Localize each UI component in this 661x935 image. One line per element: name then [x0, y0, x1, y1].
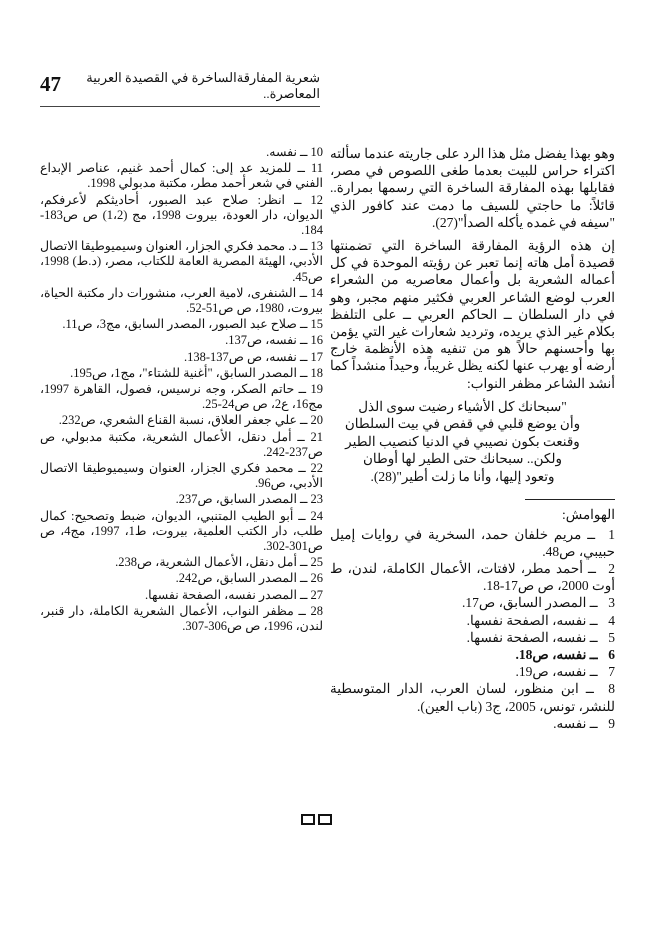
note-item	[40, 382, 323, 412]
footnote-text: ــ المصدر السابق، ص17.	[462, 595, 598, 611]
footnotes-list	[330, 526, 615, 732]
note-text: ــ للمزيد عد إلى: كمال أحمد غنيم، عناصر الإبداع الفني في شعر أحمد مطر، مكتبة مدبولي 1998.	[40, 161, 323, 191]
note-number: 20	[310, 413, 323, 428]
footnote-text: ــ نفسه، الصفحة نفسها.	[466, 629, 598, 645]
running-title: شعرية المفارقةالساخرة في القصيدة العربية المعاصرة..	[86, 70, 320, 101]
footnote-number: 7	[608, 664, 615, 680]
footnote-number: 2	[608, 560, 616, 576]
note-item	[40, 413, 323, 428]
footnote-number: 3	[608, 595, 615, 611]
note-item	[40, 350, 323, 365]
footnote-text: ــ نفسه، ص19.	[515, 664, 598, 680]
footnote-number: 4	[608, 612, 615, 628]
note-text: ــ علي جعفر العلاق، نسبة القناع الشعري، ص232.	[58, 413, 308, 428]
notes-column	[40, 145, 323, 635]
note-number: 28	[310, 603, 324, 618]
note-item	[40, 193, 323, 239]
note-number: 11	[310, 161, 323, 176]
footnote-number: 9	[608, 715, 615, 731]
footnote-text: ــ نفسه.	[553, 715, 598, 731]
note-text: ــ المصدر السابق، ص242.	[175, 571, 308, 586]
note-item	[40, 604, 323, 634]
footnote-item	[330, 560, 615, 594]
note-text: ــ د. محمد فكري الجزار، العنوان وسيميوطيقا الاتصال الأدبي، الهيئة المصرية العامة للكتاب، مصر، (د.ط) 1998، ص45.	[39, 239, 323, 284]
footnote-item	[330, 680, 615, 714]
footnote-item	[330, 646, 615, 663]
note-text: ــ محمد فكري الجزار، العنوان وسيميوطيقا الاتصال الأدبي، ص96.	[40, 461, 323, 491]
note-item	[40, 588, 323, 603]
note-text: ــ مظفر النواب، الأعمال الشعرية الكاملة، دار قنبر، لندن، 1996، ص ص306-307.	[40, 603, 323, 634]
footnote-item	[330, 594, 615, 611]
note-text: ــ نفسه.	[266, 145, 308, 159]
footnote-item	[330, 629, 615, 646]
note-text: ــ نفسه، ص137.	[225, 333, 308, 348]
note-number: 15	[310, 317, 323, 332]
note-text: ــ المصدر نفسه، الصفحة نفسها.	[145, 587, 308, 602]
note-item	[40, 492, 323, 507]
poem-line: ولكن.. سبحانك حتى الطير لها أوطان	[363, 451, 562, 467]
note-text: ــ أمل دنقل، الأعمال الشعرية، ص238.	[115, 555, 308, 570]
footnote-text: ــ نفسه، الصفحة نفسها.	[466, 612, 598, 628]
note-text: ــ أبو الطيب المتنبي، الديوان، ضبط وتصحيح: كمال طلب، دار الكتب العلمية، بيروت، ط1، 1997، مج4، ص ص301-302.	[40, 508, 323, 554]
note-number: 27	[310, 587, 323, 602]
note-number: 13	[310, 239, 323, 254]
note-number: 17	[310, 349, 323, 364]
note-item	[40, 286, 323, 316]
note-item	[40, 161, 323, 191]
note-number: 16	[310, 333, 323, 348]
note-text: ــ الشنفرى، لامية العرب، منشورات دار مكتبة الحياة، بيروت، 1980، ص ص51-52.	[40, 285, 323, 316]
poem-quote	[330, 398, 615, 486]
footnote-text: ــ مريم خلفان حمد، السخرية في روايات إميل حبيبي، ص48.	[330, 526, 615, 559]
note-number: 22	[310, 461, 323, 476]
footnote-number: 1	[608, 526, 616, 542]
body-paragraph: إن هذه الرؤية المفارقة الساخرة التي تضمنتها قصيدة أمل هاته إنما تعبر عن رؤيته الموحدة في كل أعماله الشعرية بل وأعمال معاصريه من الشعراء العرب لوضع الشاعر العربي فكثير منهم مجبر، وهو في دار السلطان ــ الحاكم العربي ــ على التلفظ بكلام غير الذي يريده، وترديد شعارات غير التي يؤمن بها وأحسنهم حالاً هو من تنفيه هذه الأنظمة خارج أرضه أو يهرب عنها لكنه يظل غريباً، وحيداً منشداً كما أنشد الشاعر مظفر النواب:	[330, 238, 615, 391]
footnote-number: 8	[608, 681, 616, 697]
note-text: ــ المصدر السابق، "أغنية للشتاء"، مج1، ص195.	[70, 365, 308, 380]
note-number: 10	[310, 145, 323, 159]
footnotes-divider	[525, 499, 615, 500]
footnote-number: 5	[608, 629, 615, 645]
body-paragraph: وهو بهذا يفضل مثل هذا الرد على جاريته عندما سألته اكتراء حراس للبيت بعدما طغى اللصوص في مصر، فقابلها بهذه المفارقة الساخرة التي رسمها بمرارة.. قائلاً: ما حاجتي للسيف ما دمت عند كافور الذي "سيفه في غمده يأكله الصدأ"(27).	[330, 146, 615, 230]
note-item	[40, 145, 323, 160]
footnote-number: 6	[608, 646, 615, 662]
poem-line: وتعود إليها، وأنا ما زلت أطير"(28).	[370, 468, 555, 484]
note-item	[40, 317, 323, 332]
footnote-item	[330, 526, 615, 560]
note-number: 14	[310, 285, 323, 300]
note-number: 25	[310, 555, 323, 570]
note-text: ــ حاتم الصكر، وجه نرسيس، فصول، القاهرة 1997، مج16، ع2، ص ص24-25.	[40, 382, 323, 412]
footnote-item	[330, 663, 615, 680]
note-number: 21	[310, 429, 323, 444]
note-number: 23	[310, 492, 323, 507]
note-text: ــ المصدر السابق، ص237.	[175, 492, 308, 507]
footnote-text: ــ ابن منظور، لسان العرب، الدار المتوسطية للنشر، تونس، 2005، ج3 (باب العين).	[330, 681, 615, 714]
header-divider	[40, 106, 320, 107]
poem-line: وأن يوضع قلبي في قفص في بيت السلطان	[344, 416, 581, 432]
note-number: 18	[310, 365, 323, 380]
main-text-column	[330, 145, 615, 732]
note-item	[40, 555, 323, 570]
note-text: ــ انظر: صلاح عبد الصبور، أحاديثكم لأعرفكم، الديوان، دار العودة، بيروت 1998، مج (1،2) ص ص183-184.	[40, 192, 323, 238]
note-item	[40, 571, 323, 586]
note-item	[40, 461, 323, 491]
page-header	[40, 70, 320, 102]
note-number: 24	[310, 508, 323, 523]
poem-line: "سبحانك كل الأشياء رضيت سوى الذل	[358, 398, 567, 414]
note-text: ــ نفسه، ص ص137-138.	[183, 349, 308, 364]
footnote-item	[330, 612, 615, 629]
footnotes-heading: الهوامش:	[561, 507, 615, 523]
note-item	[40, 366, 323, 381]
footnote-item	[330, 715, 615, 732]
footnote-text: ــ نفسه، ص18.	[515, 646, 598, 662]
poem-line: وقنعت بكون نصيبي في الدنيا كنصيب الطير	[345, 433, 580, 449]
note-number: 26	[310, 571, 323, 586]
note-item	[40, 430, 323, 460]
note-number: 19	[310, 382, 324, 397]
end-of-page-mark-icon	[301, 810, 341, 824]
note-text: ــ أمل دنقل، الأعمال الشعرية، مكتبة مدبولي، ص ص237-242.	[40, 429, 323, 459]
note-item	[40, 239, 323, 285]
note-item	[40, 509, 323, 555]
page-number: 47	[40, 72, 61, 96]
footnote-text: ــ أحمد مطر، لافتات، الأعمال الكاملة، لندن، ط أوت 2000، ص ص17-18.	[330, 560, 615, 594]
note-number: 12	[310, 192, 323, 207]
note-text: ــ صلاح عبد الصبور، المصدر السابق، مج3، ص11.	[62, 317, 308, 332]
note-item	[40, 333, 323, 348]
